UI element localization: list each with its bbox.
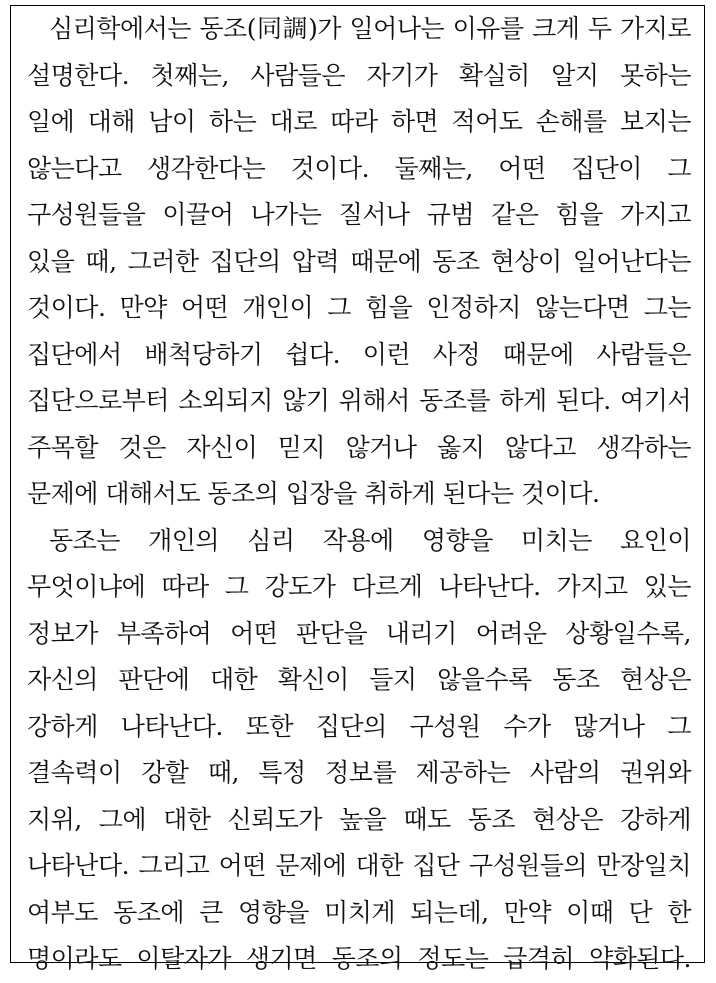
paragraph-line: 동조는 개인의 심리 작용에 영향을 미치는 요인이 [49, 525, 691, 555]
paragraph-line: 명이라도 이탈자가 생기면 동조의 정도는 급격히 약화된다. [27, 944, 691, 973]
paragraph-line: 문제에 대해서도 동조의 입장을 취하게 된다는 것이다. [27, 479, 600, 508]
paragraph-line: 나타난다. 그리고 어떤 문제에 대한 집단 구성원들의 만장일치 [27, 851, 691, 880]
paragraph-line: 심리학에서는 동조(同調)가 일어나는 이유를 크게 두 가지로 [49, 14, 691, 43]
text-passage-box [10, 5, 705, 973]
paragraph-line: 여부도 동조에 큰 영향을 미치게 되는데, 만약 이때 단 한 [27, 897, 691, 927]
paragraph-line: 무엇이냐에 따라 그 강도가 다르게 나타난다. 가지고 있는 [27, 572, 691, 601]
paragraph-line: 일에 대해 남이 하는 대로 따라 하면 적어도 손해를 보지는 [27, 107, 691, 136]
paragraph-1 [27, 6, 691, 518]
passage-text [27, 6, 691, 983]
paragraph-line: 있을 때, 그러한 집단의 압력 때문에 동조 현상이 일어난다는 [27, 246, 691, 276]
paragraph-line: 집단으로부터 소외되지 않기 위해서 동조를 하게 된다. 여기서 [27, 386, 691, 415]
paragraph-line: 강하게 나타난다. 또한 집단의 구성원 수가 많거나 그 [27, 711, 691, 741]
paragraph-line: 지위, 그에 대한 신뢰도가 높을 때도 동조 현상은 강하게 [27, 804, 691, 834]
paragraph-line: 설명한다. 첫째는, 사람들은 자기가 확실히 알지 못하는 [27, 60, 691, 90]
paragraph-line: 않는다고 생각한다는 것이다. 둘째는, 어떤 집단이 그 [27, 153, 691, 183]
paragraph-line: 것이다. 만약 어떤 개인이 그 힘을 인정하지 않는다면 그는 [27, 293, 691, 322]
paragraph-line: 자신의 판단에 대한 확신이 들지 않을수록 동조 현상은 [27, 665, 691, 694]
paragraph-line: 정보가 부족하여 어떤 판단을 내리기 어려운 상황일수록, [27, 618, 691, 648]
paragraph-line: 결속력이 강할 때, 특정 정보를 제공하는 사람의 권위와 [27, 758, 691, 787]
paragraph-2 [27, 518, 691, 983]
paragraph-line: 주목할 것은 자신이 믿지 않거나 옳지 않다고 생각하는 [27, 432, 691, 462]
paragraph-line: 집단에서 배척당하기 쉽다. 이런 사정 때문에 사람들은 [27, 339, 691, 369]
paragraph-line: 구성원들을 이끌어 나가는 질서나 규범 같은 힘을 가지고 [27, 200, 691, 229]
